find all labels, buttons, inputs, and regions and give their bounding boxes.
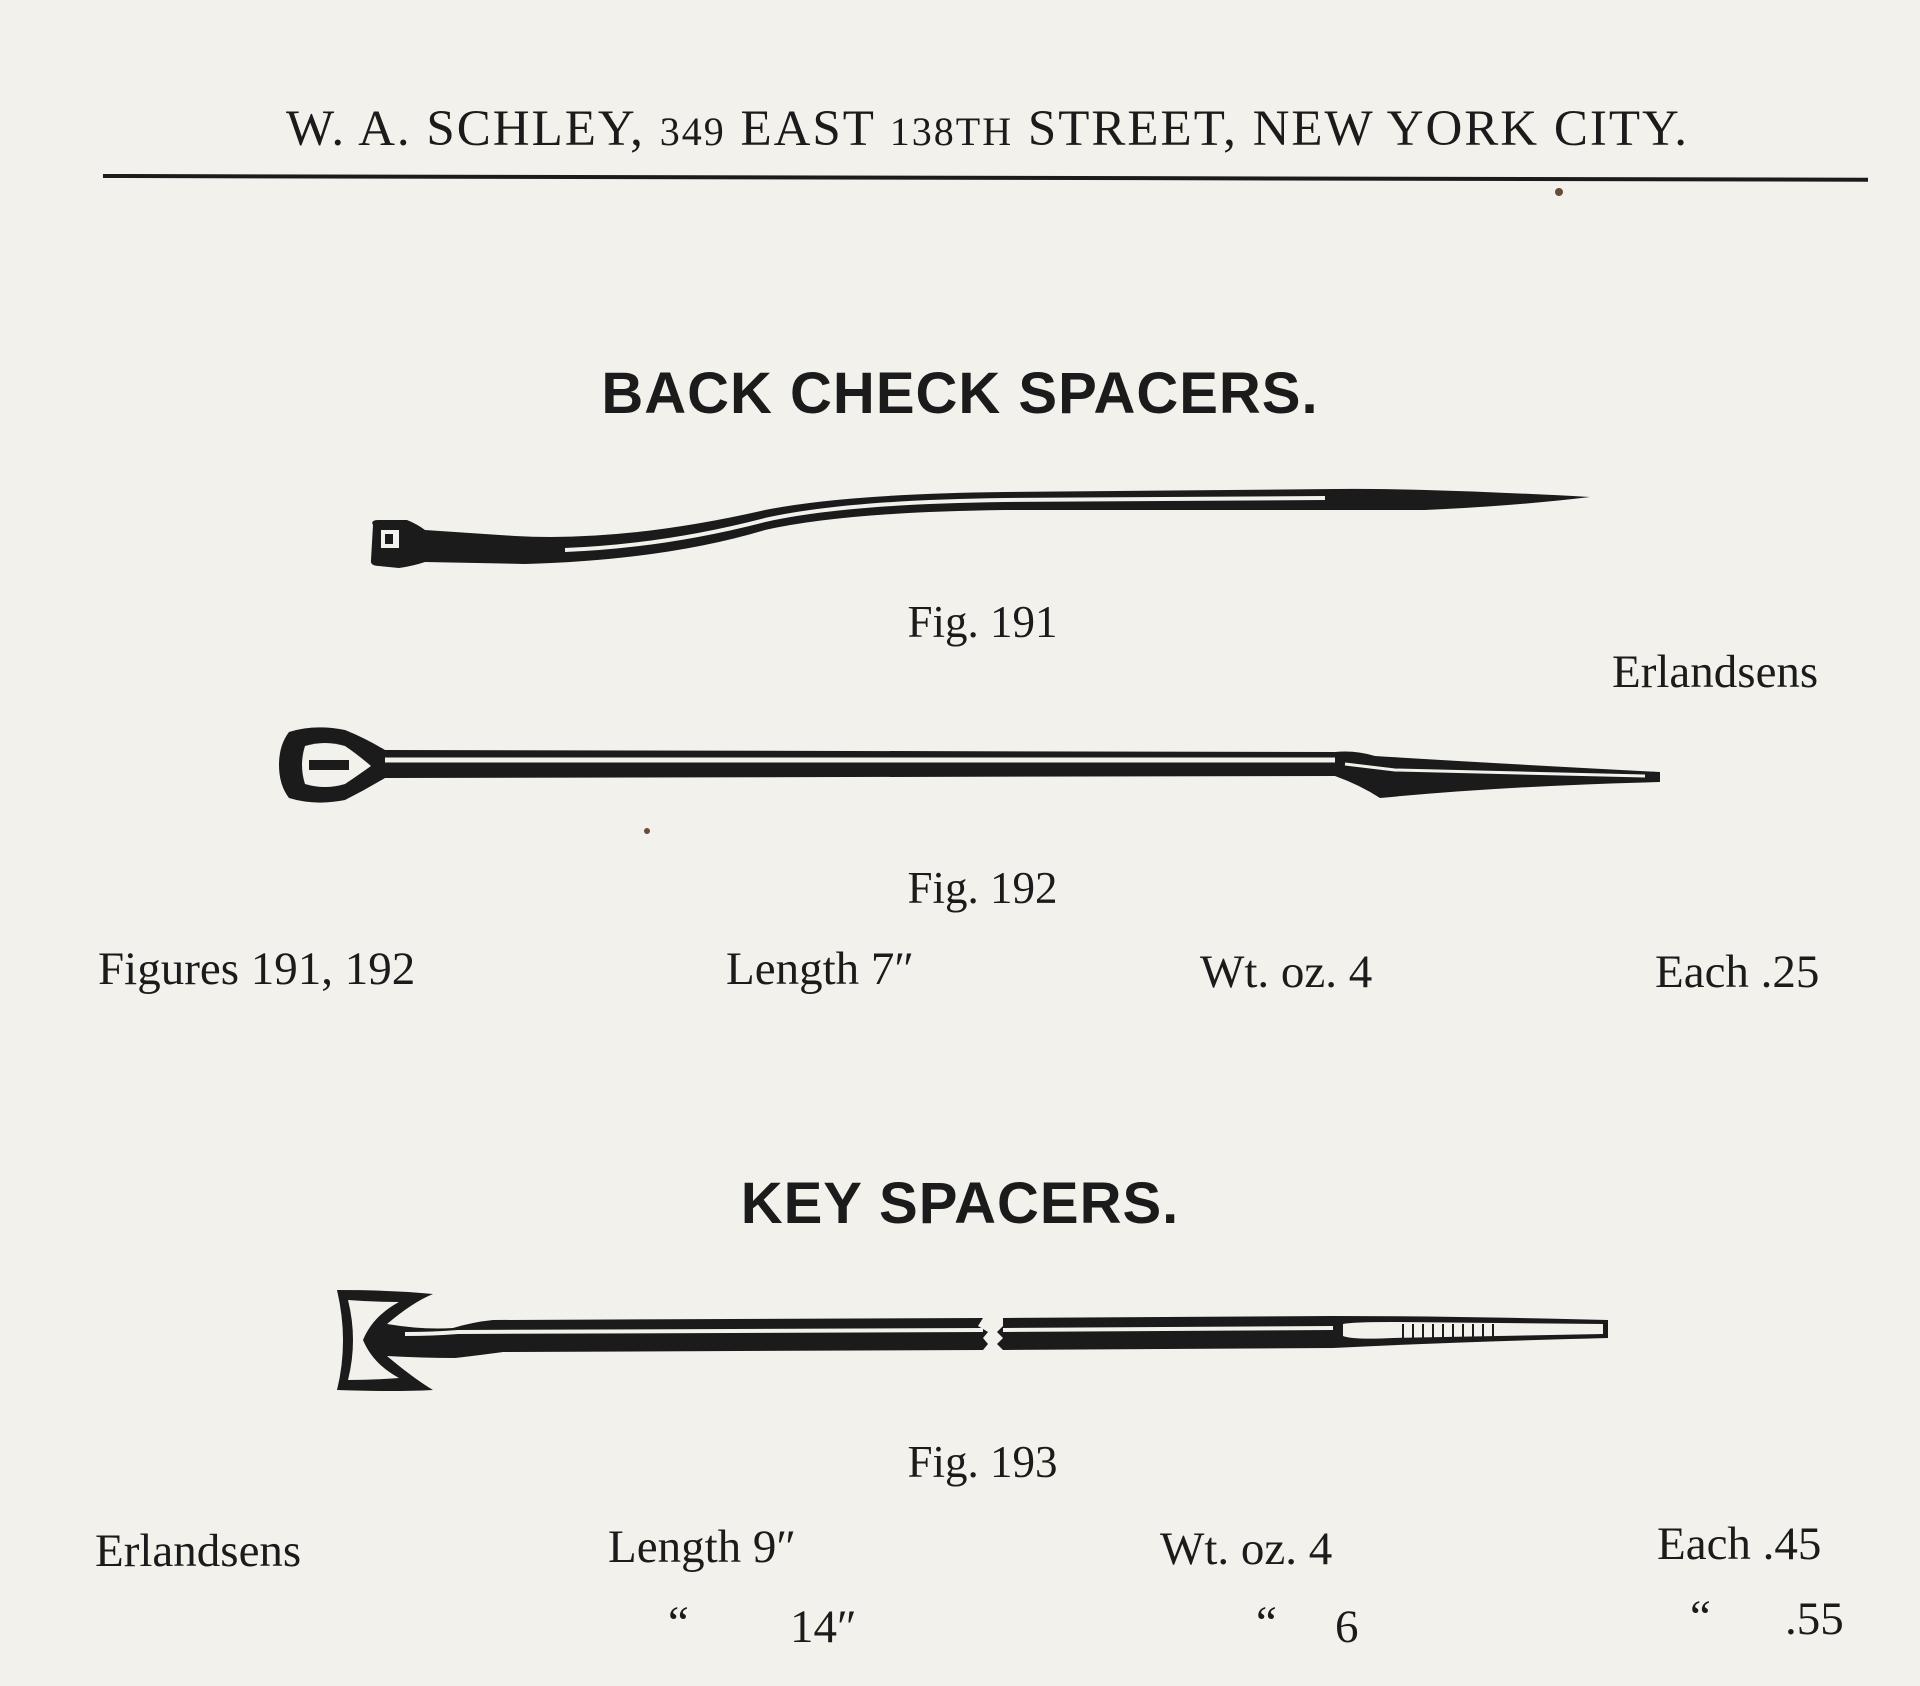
maker-label: Erlandsens xyxy=(1612,646,1819,698)
header-rule xyxy=(103,174,1868,182)
weight-value: Wt. oz. 4 xyxy=(1160,1523,1333,1575)
section-title-key-spacers: KEY SPACERS. xyxy=(740,1171,1180,1236)
ditto-mark: “ xyxy=(1256,1597,1277,1649)
price-value: .55 xyxy=(1785,1593,1844,1645)
catalog-header xyxy=(105,100,1870,158)
key-spacer-fig-193-illustration xyxy=(333,1286,1613,1396)
ditto-mark: “ xyxy=(668,1597,689,1649)
length-value: Length 7″ xyxy=(726,943,914,995)
section-title-back-check: BACK CHECK SPACERS. xyxy=(601,361,1319,426)
figure-caption-191: Fig. 191 xyxy=(907,597,1058,647)
back-check-spacer-fig-191-illustration xyxy=(365,480,1600,580)
ditto-mark: “ xyxy=(1690,1591,1711,1643)
maker-label: Erlandsens xyxy=(95,1525,302,1577)
length-value: Length 9″ xyxy=(608,1521,796,1573)
price-value: Each .45 xyxy=(1657,1518,1822,1570)
header-name: W. A. SCHLEY, xyxy=(285,101,645,157)
figures-label: Figures 191, 192 xyxy=(98,943,416,995)
header-number: 349 xyxy=(659,109,726,154)
figure-caption-193: Fig. 193 xyxy=(907,1437,1058,1487)
header-street: EAST xyxy=(740,101,876,157)
header-number-2: 138TH xyxy=(889,109,1014,154)
weight-value: Wt. oz. 4 xyxy=(1200,946,1373,998)
weight-value: 6 xyxy=(1335,1601,1359,1653)
back-check-spacer-fig-192-illustration xyxy=(275,720,1665,810)
figure-caption-192: Fig. 192 xyxy=(907,863,1058,913)
length-value: 14″ xyxy=(790,1601,857,1653)
price-value: Each .25 xyxy=(1655,946,1820,998)
header-address: STREET, NEW YORK CITY. xyxy=(1027,101,1690,157)
ink-speck xyxy=(1555,188,1563,196)
ink-speck xyxy=(644,828,650,834)
